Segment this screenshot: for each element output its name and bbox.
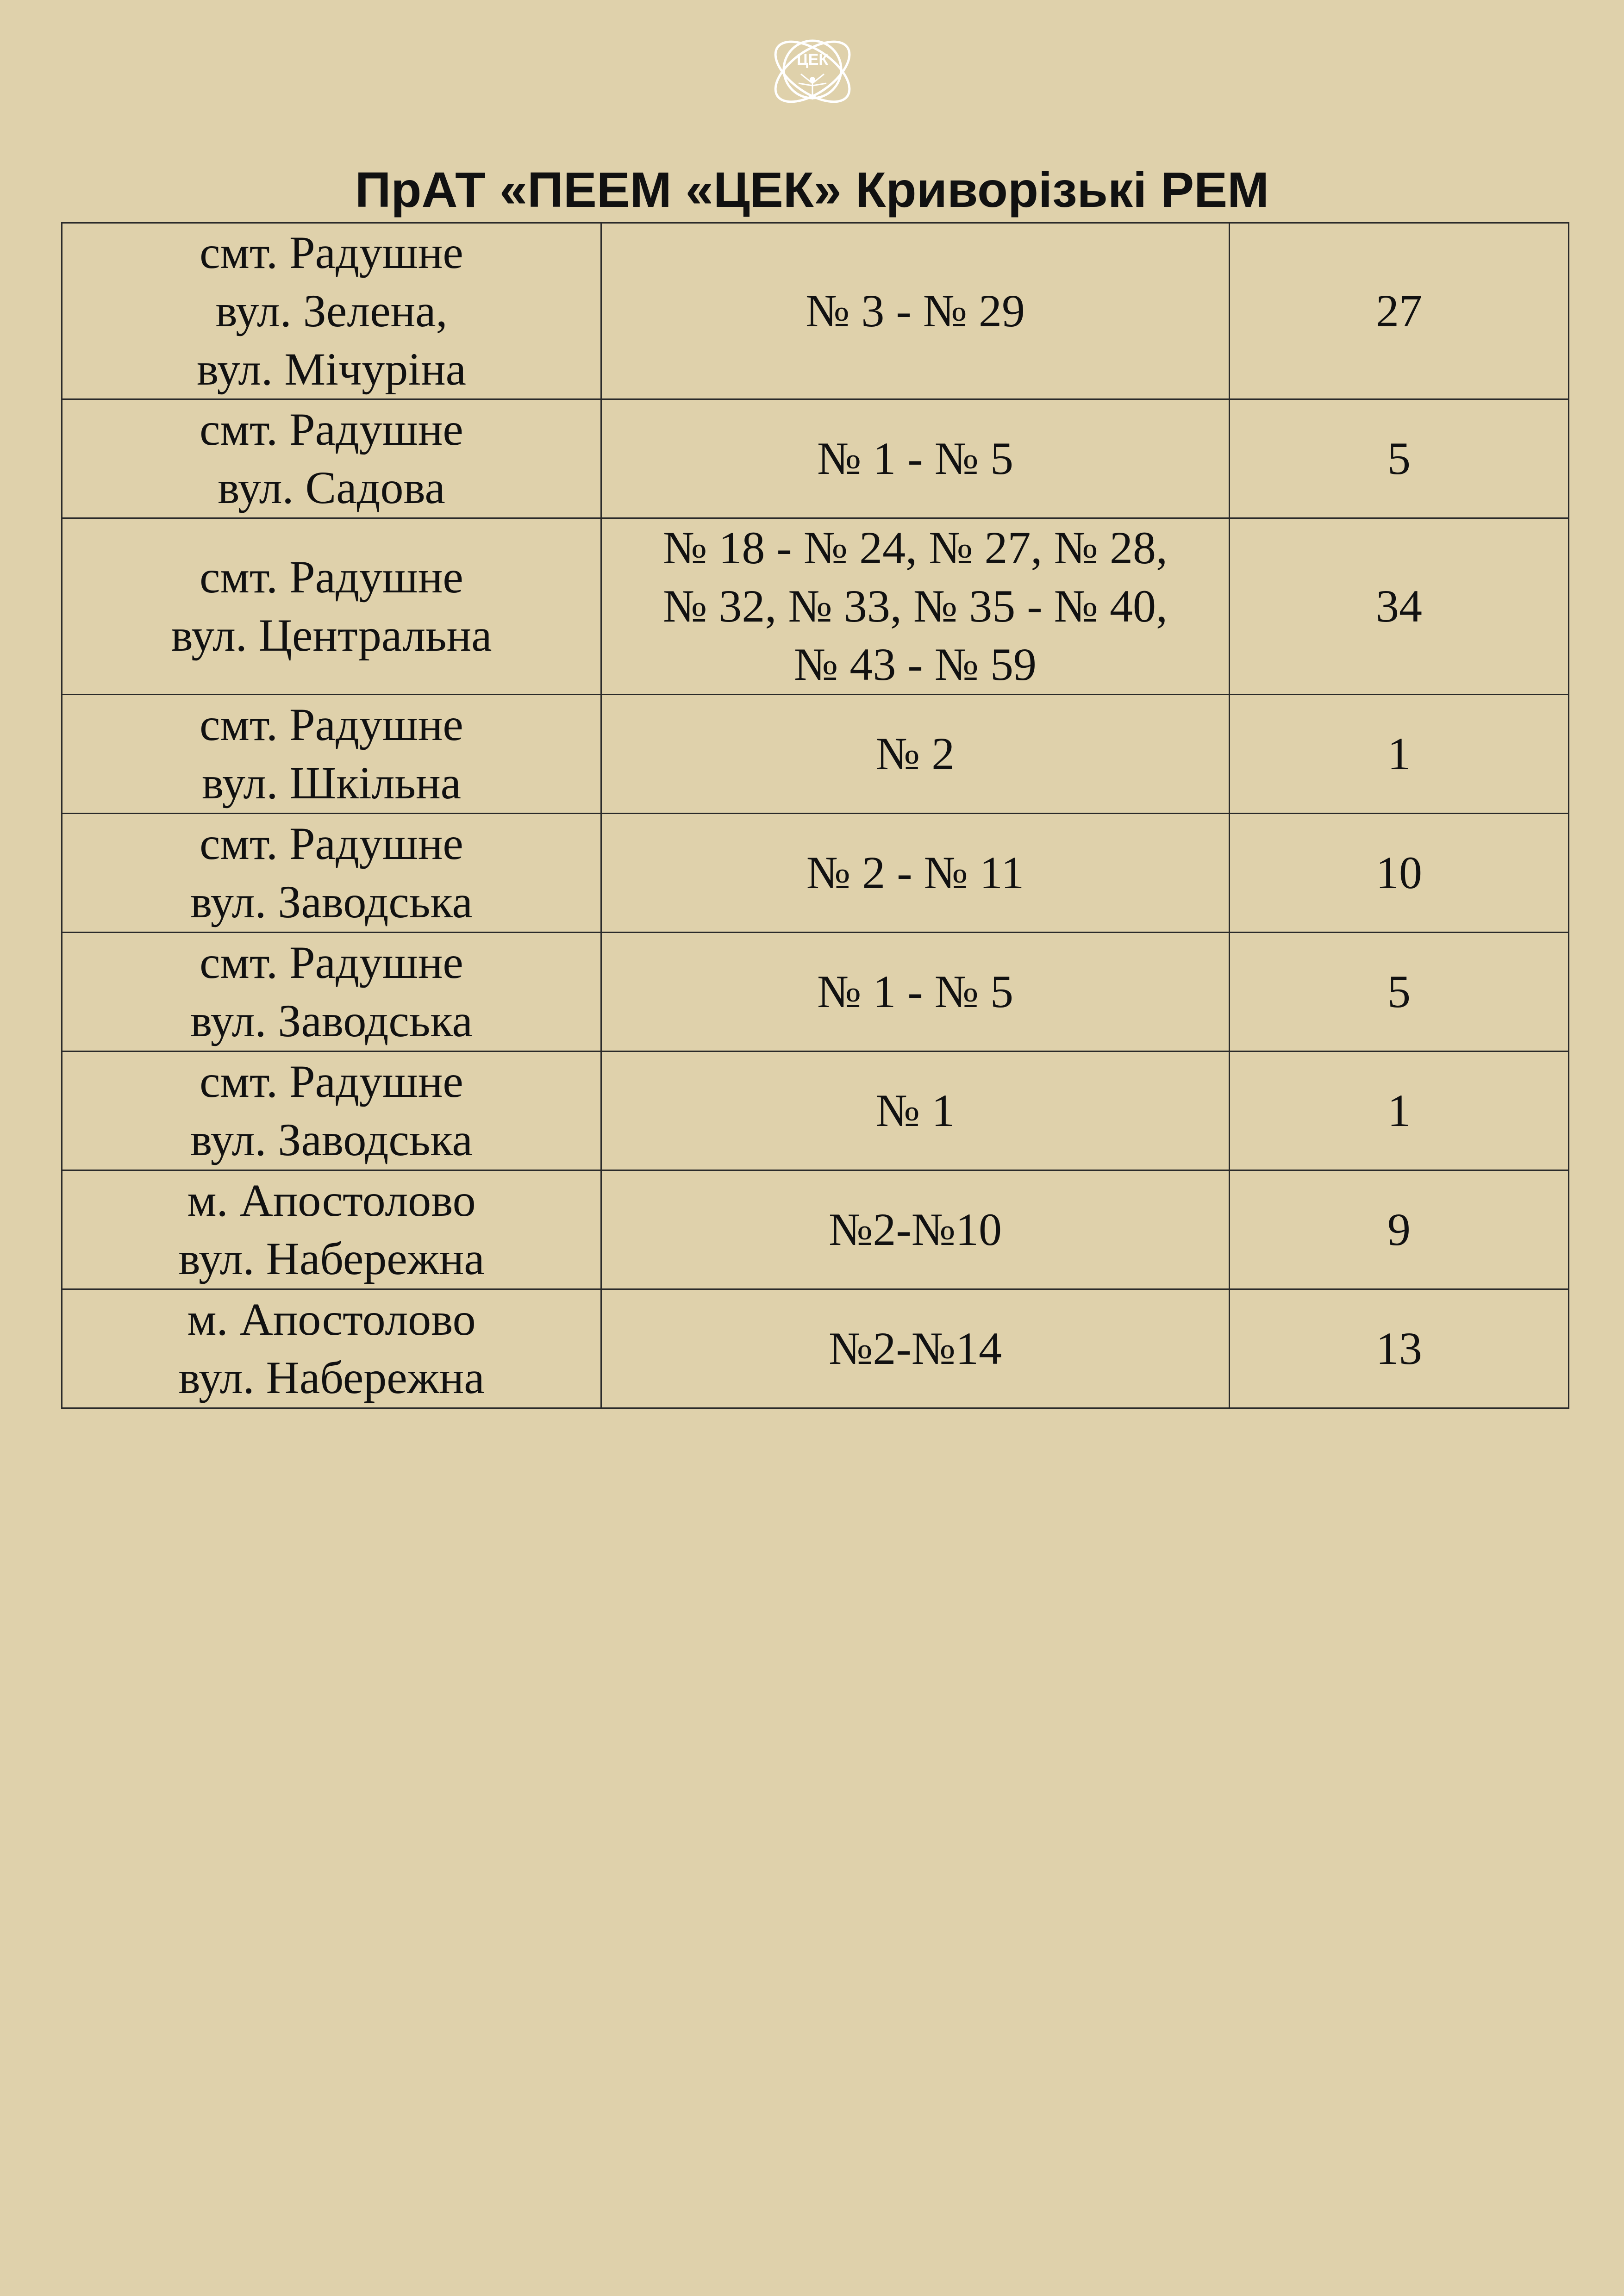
house-numbers-cell [601,814,1230,933]
house-numbers-cell [601,933,1230,1052]
count-cell: 27 [1230,223,1569,399]
count-cell: 10 [1230,814,1569,933]
location-cell [62,1170,601,1289]
address-table [61,222,1569,1409]
location-cell [62,1289,601,1408]
location-cell [62,223,601,399]
house-numbers-cell-line: № 2 [875,728,955,779]
page-title: ПрАТ «ПЕЕМ «ЦЕК» Криворізькі РЕМ [355,162,1269,218]
location-cell-line: вул. Заводська [190,995,473,1046]
count-cell: 5 [1230,399,1569,518]
location-cell-line: смт. Радушне [200,699,463,750]
count-cell: 1 [1230,1052,1569,1170]
location-cell-line: смт. Радушне [200,937,463,988]
house-numbers-cell [601,695,1230,814]
location-cell-line: смт. Радушне [200,1056,463,1107]
table-row [62,933,1569,1052]
count-cell: 13 [1230,1289,1569,1408]
house-numbers-cell [601,1052,1230,1170]
company-logo [764,19,861,120]
location-cell-line: вул. Заводська [190,876,473,927]
location-cell-line: вул. Центральна [171,610,492,661]
house-numbers-cell-line: № 32, № 33, № 35 - № 40, [663,580,1168,632]
location-cell [62,933,601,1052]
table-row [62,1289,1569,1408]
count-cell: 5 [1230,933,1569,1052]
table-row [62,399,1569,518]
house-numbers-cell-line: № 1 - № 5 [817,433,1014,484]
house-numbers-cell-line: № 2 - № 11 [806,847,1024,898]
location-cell-line: смт. Радушне [200,551,463,603]
location-cell-line: смт. Радушне [200,227,463,278]
location-cell-line: смт. Радушне [200,818,463,869]
location-cell-line: вул. Заводська [190,1114,473,1165]
table-row [62,1170,1569,1289]
house-numbers-cell [601,1170,1230,1289]
house-numbers-cell [601,518,1230,695]
house-numbers-cell [601,223,1230,399]
house-numbers-cell-line: № 43 - № 59 [793,639,1037,690]
location-cell-line: вул. Садова [218,462,445,513]
location-cell-line: вул. Зелена, [215,285,448,336]
house-numbers-cell-line: № 3 - № 29 [805,285,1025,336]
location-cell [62,399,601,518]
count-cell: 1 [1230,695,1569,814]
location-cell [62,814,601,933]
house-numbers-cell-line: №2-№10 [828,1204,1002,1255]
house-numbers-cell-line: № 1 - № 5 [817,966,1014,1017]
house-numbers-cell [601,1289,1230,1408]
table-row [62,518,1569,695]
house-numbers-cell [601,399,1230,518]
logo-text: ЦЕК [796,51,829,68]
count-cell: 9 [1230,1170,1569,1289]
location-cell-line: вул. Набережна [178,1352,485,1403]
house-numbers-cell-line: № 18 - № 24, № 27, № 28, [663,522,1168,573]
location-cell-line: вул. Шкільна [202,757,461,809]
location-cell [62,695,601,814]
house-numbers-cell-line: № 1 [875,1085,955,1136]
location-cell [62,518,601,695]
location-cell [62,1052,601,1170]
table-row [62,814,1569,933]
house-numbers-cell-line: №2-№14 [828,1323,1002,1374]
location-cell-line: м. Апостолово [187,1175,476,1226]
count-cell: 34 [1230,518,1569,695]
location-cell-line: смт. Радушне [200,404,463,455]
location-cell-line: вул. Мічуріна [197,343,466,395]
table-row [62,1052,1569,1170]
table-row [62,695,1569,814]
location-cell-line: вул. Набережна [178,1233,485,1284]
location-cell-line: м. Апостолово [187,1294,476,1345]
table-row [62,223,1569,399]
